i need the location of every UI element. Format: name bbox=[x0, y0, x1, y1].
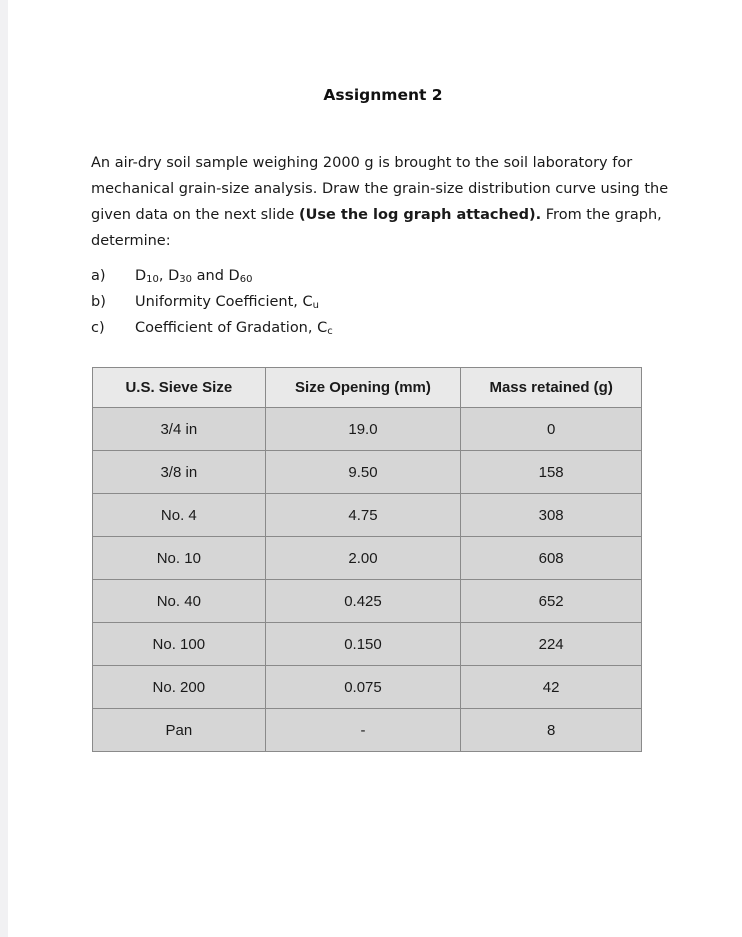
table-body bbox=[93, 408, 642, 752]
cell-mass-retained: 224 bbox=[461, 623, 642, 666]
table-row bbox=[93, 709, 642, 752]
subscript: 10 bbox=[146, 274, 159, 285]
question-item bbox=[91, 263, 333, 289]
question-text-part: and D bbox=[192, 268, 240, 284]
question-label: a) bbox=[91, 268, 106, 284]
subscript: u bbox=[312, 300, 319, 311]
problem-paragraph bbox=[91, 150, 671, 254]
question-text-part: , D bbox=[158, 268, 180, 284]
cell-size-opening: - bbox=[265, 709, 461, 752]
cell-size-opening: 2.00 bbox=[265, 537, 461, 580]
cell-sieve-size: No. 10 bbox=[93, 537, 266, 580]
document-page bbox=[8, 0, 742, 937]
table-row bbox=[93, 494, 642, 537]
cell-sieve-size: No. 4 bbox=[93, 494, 266, 537]
cell-mass-retained: 608 bbox=[461, 537, 642, 580]
cell-sieve-size: 3/8 in bbox=[93, 451, 266, 494]
cell-sieve-size: No. 200 bbox=[93, 666, 266, 709]
header-mass-retained: Mass retained (g) bbox=[461, 368, 642, 408]
table-row bbox=[93, 666, 642, 709]
cell-size-opening: 19.0 bbox=[265, 408, 461, 451]
page-title: Assignment 2 bbox=[323, 86, 443, 104]
cell-size-opening: 0.425 bbox=[265, 580, 461, 623]
question-text bbox=[135, 294, 319, 310]
table-row bbox=[93, 623, 642, 666]
question-label: b) bbox=[91, 294, 106, 310]
question-item bbox=[91, 315, 333, 341]
header-size-opening: Size Opening (mm) bbox=[265, 368, 461, 408]
table-row bbox=[93, 537, 642, 580]
question-text bbox=[135, 268, 252, 284]
paragraph-text-end: From the graph, determine: bbox=[91, 207, 662, 249]
table-row bbox=[93, 451, 642, 494]
cell-size-opening: 9.50 bbox=[265, 451, 461, 494]
paragraph-text-start: An air-dry soil sample weighing 2000 g is brought to the soil laboratory for mechanical grain-size analysis. Draw the grain-size distribution curve using the given data on the next slide bbox=[91, 155, 669, 223]
question-text-part: Uniformity Coefficient, C bbox=[135, 294, 313, 310]
cell-mass-retained: 652 bbox=[461, 580, 642, 623]
cell-size-opening: 0.150 bbox=[265, 623, 461, 666]
cell-size-opening: 4.75 bbox=[265, 494, 461, 537]
cell-sieve-size: No. 100 bbox=[93, 623, 266, 666]
table-row bbox=[93, 580, 642, 623]
cell-mass-retained: 8 bbox=[461, 709, 642, 752]
cell-sieve-size: No. 40 bbox=[93, 580, 266, 623]
subscript: 30 bbox=[179, 274, 193, 285]
cell-sieve-size: Pan bbox=[93, 709, 266, 752]
sieve-table bbox=[92, 367, 642, 752]
cell-mass-retained: 308 bbox=[461, 494, 642, 537]
paragraph-bold-text: (Use the log graph attached). bbox=[298, 207, 542, 223]
cell-mass-retained: 0 bbox=[461, 408, 642, 451]
question-text-part: D bbox=[135, 268, 147, 284]
table-row bbox=[93, 408, 642, 451]
table-header-row bbox=[93, 368, 642, 408]
header-sieve-size: U.S. Sieve Size bbox=[93, 368, 266, 408]
cell-mass-retained: 42 bbox=[461, 666, 642, 709]
subscript: 60 bbox=[239, 274, 253, 285]
question-text-part: Coefficient of Gradation, C bbox=[135, 320, 328, 336]
question-label: c) bbox=[91, 320, 105, 336]
question-item bbox=[91, 289, 333, 315]
question-text bbox=[135, 320, 333, 336]
cell-mass-retained: 158 bbox=[461, 451, 642, 494]
subscript: c bbox=[327, 326, 333, 337]
cell-sieve-size: 3/4 in bbox=[93, 408, 266, 451]
question-list bbox=[91, 263, 333, 341]
cell-size-opening: 0.075 bbox=[265, 666, 461, 709]
